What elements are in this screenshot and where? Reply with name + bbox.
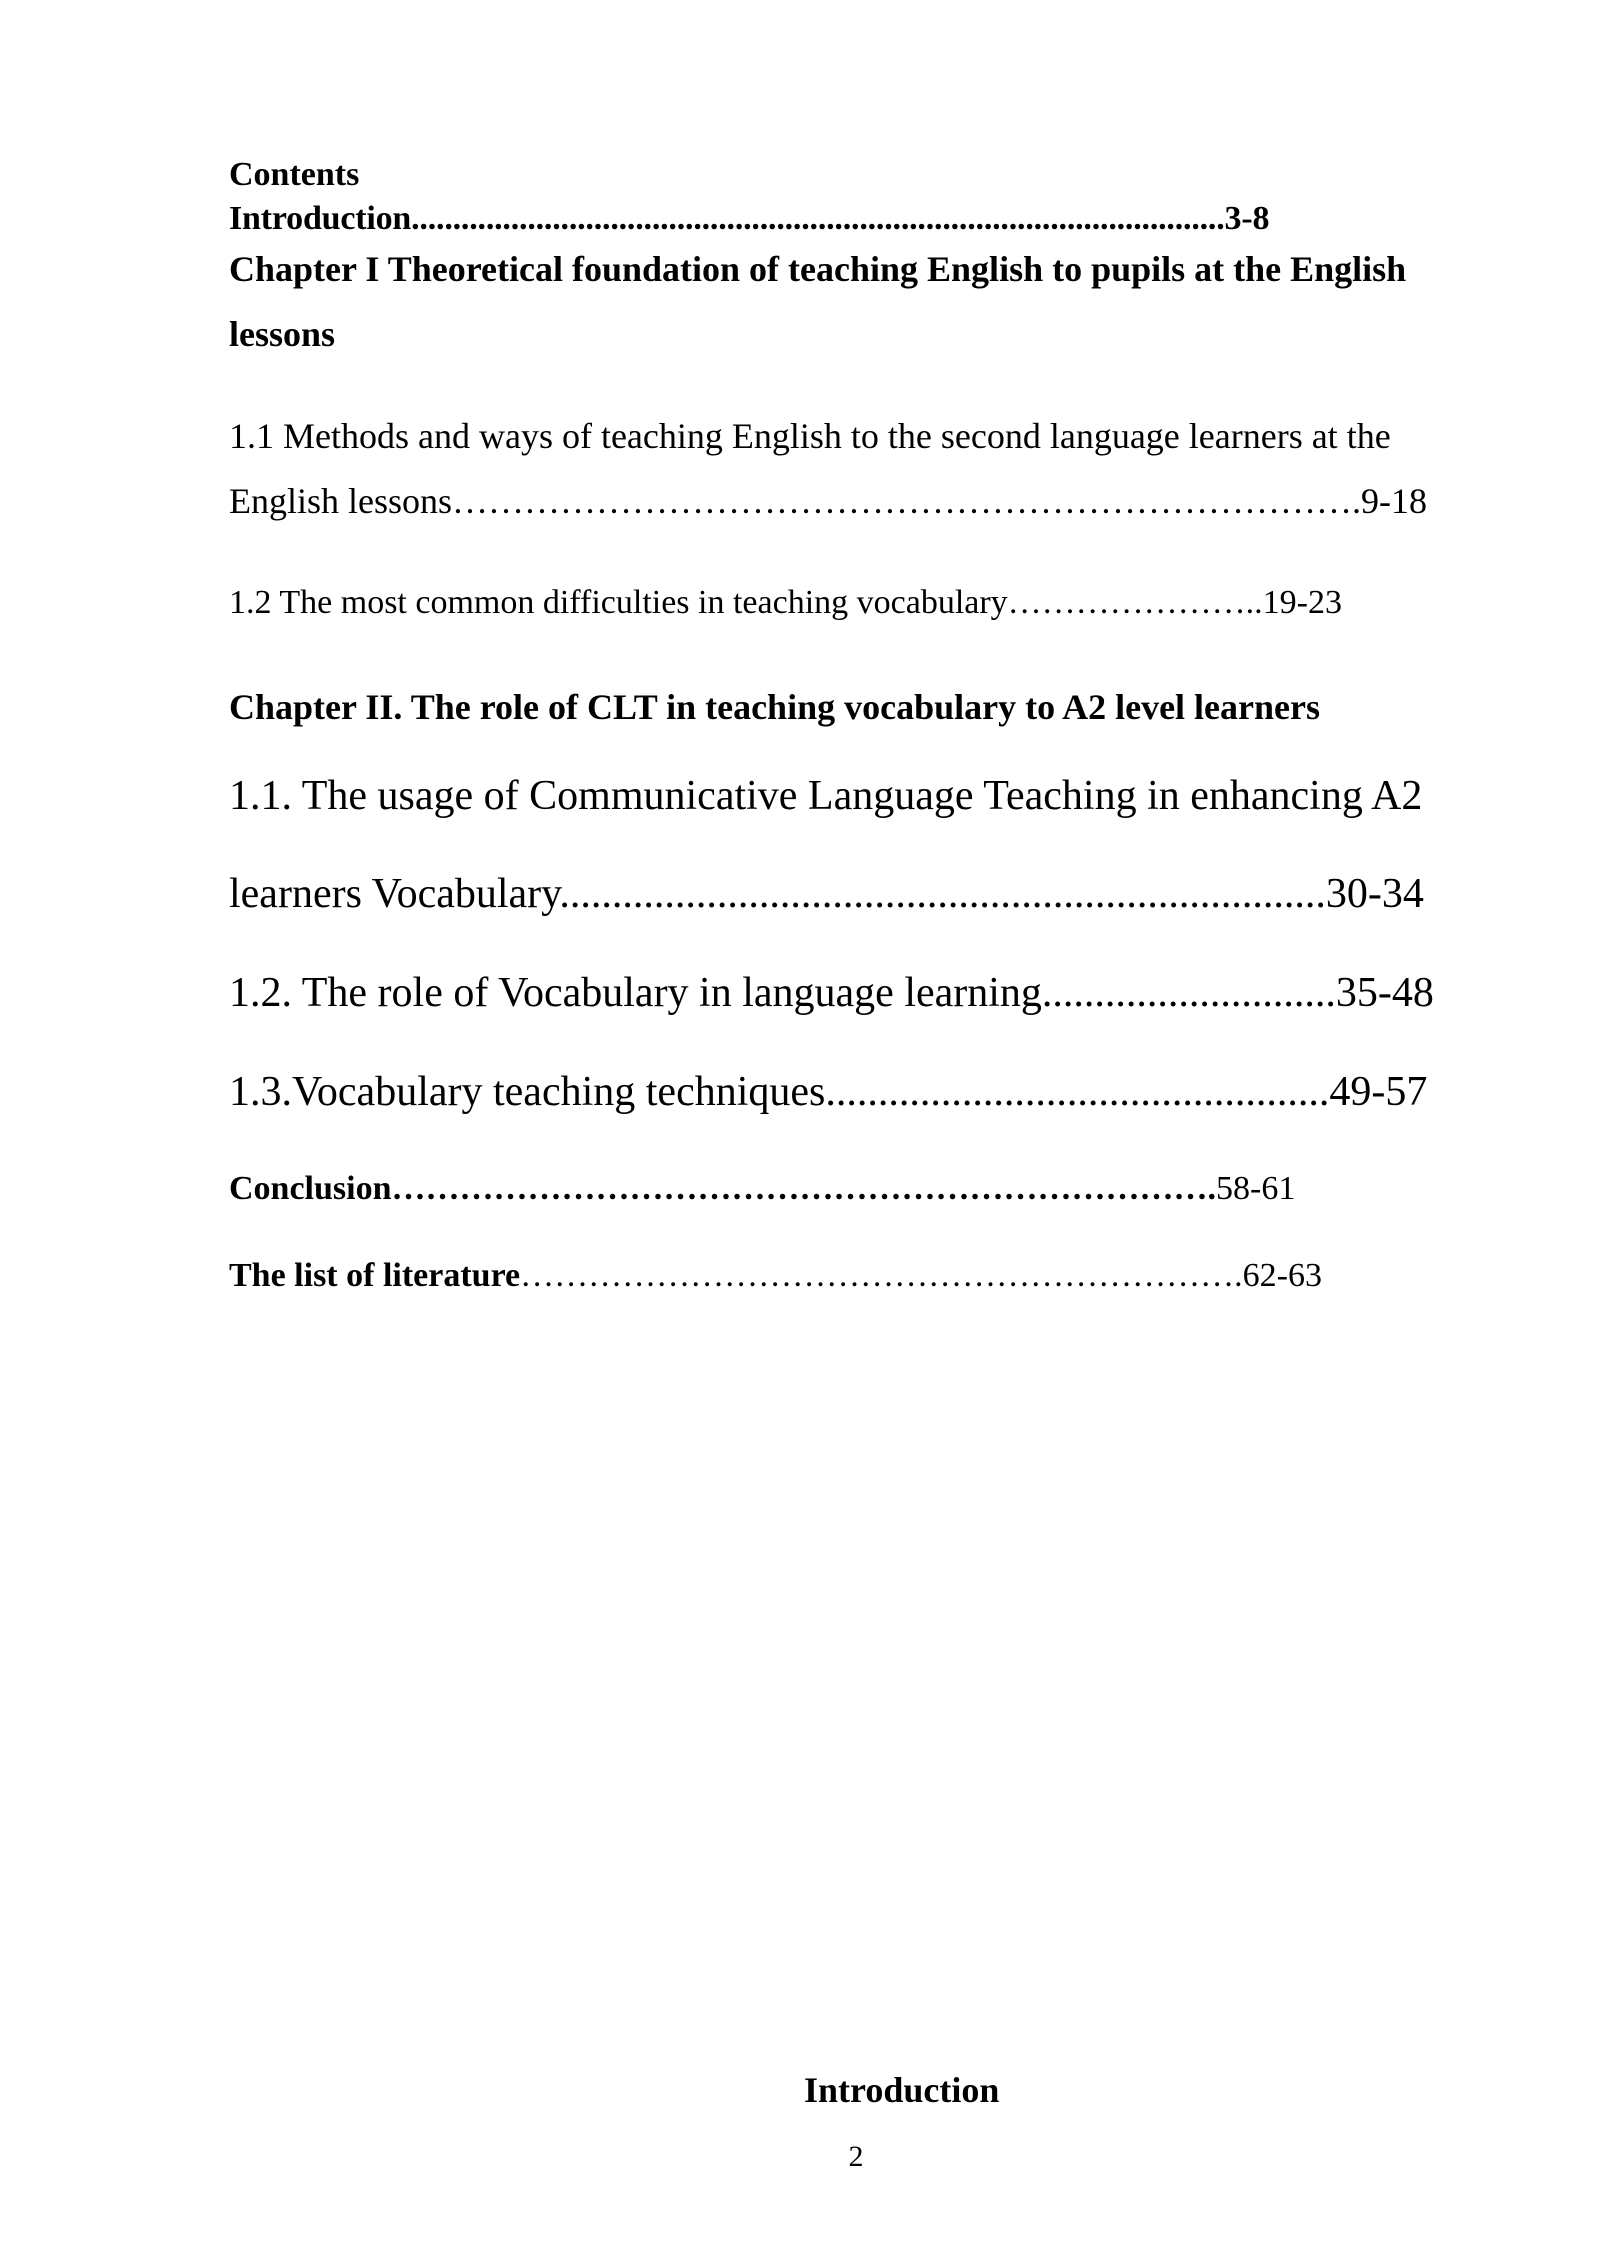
toc-entry-1-1-line-2: English lessons………………………………………………………………….9-18: [229, 481, 1428, 521]
toc-entry-conclusion-leader: ……………………………………………………………….: [391, 1170, 1216, 1207]
toc-entry-1-2: 1.2 The most common difficulties in teaching vocabulary…………………..19-23: [229, 584, 1343, 621]
contents-heading: Contents: [229, 156, 360, 193]
toc-entry-conclusion: [229, 1172, 1295, 1206]
toc-entry-conclusion-label: Conclusion: [229, 1170, 392, 1207]
toc-entry-2-1-2: 1.2. The role of Vocabulary in language learning............................35-48: [229, 970, 1434, 1016]
toc-entry-1-1-line-1: 1.1 Methods and ways of teaching English to the second language learners at the: [229, 416, 1391, 456]
toc-entry-2-1-1-line-1: 1.1. The usage of Communicative Language Teaching in enhancing A2: [229, 773, 1423, 819]
toc-entry-chapter-1-line-2: lessons: [229, 314, 336, 354]
next-section-heading: Introduction: [804, 2070, 1000, 2110]
toc-entry-chapter-1-line-1: Chapter I Theoretical foundation of teaching English to pupils at the English: [229, 249, 1407, 289]
toc-entry-introduction: Introduction..................................................................................................3-8: [229, 200, 1270, 237]
toc-entry-2-1-3: 1.3.Vocabulary teaching techniques................................................49-57: [229, 1069, 1428, 1115]
toc-entry-conclusion-pages: 58-61: [1216, 1170, 1296, 1207]
toc-entry-literature-leader: ……………………………………………………….: [520, 1257, 1243, 1294]
toc-entry-2-1-1-line-2: learners Vocabulary.........................................................................30-34: [229, 871, 1424, 917]
toc-entry-literature: [229, 1259, 1322, 1293]
toc-entry-literature-pages: 62-63: [1242, 1257, 1322, 1294]
page-number: 2: [848, 2140, 864, 2173]
toc-entry-literature-label: The list of literature: [229, 1257, 521, 1294]
toc-entry-chapter-2: Chapter II. The role of CLT in teaching vocabulary to A2 level learners: [229, 687, 1321, 727]
